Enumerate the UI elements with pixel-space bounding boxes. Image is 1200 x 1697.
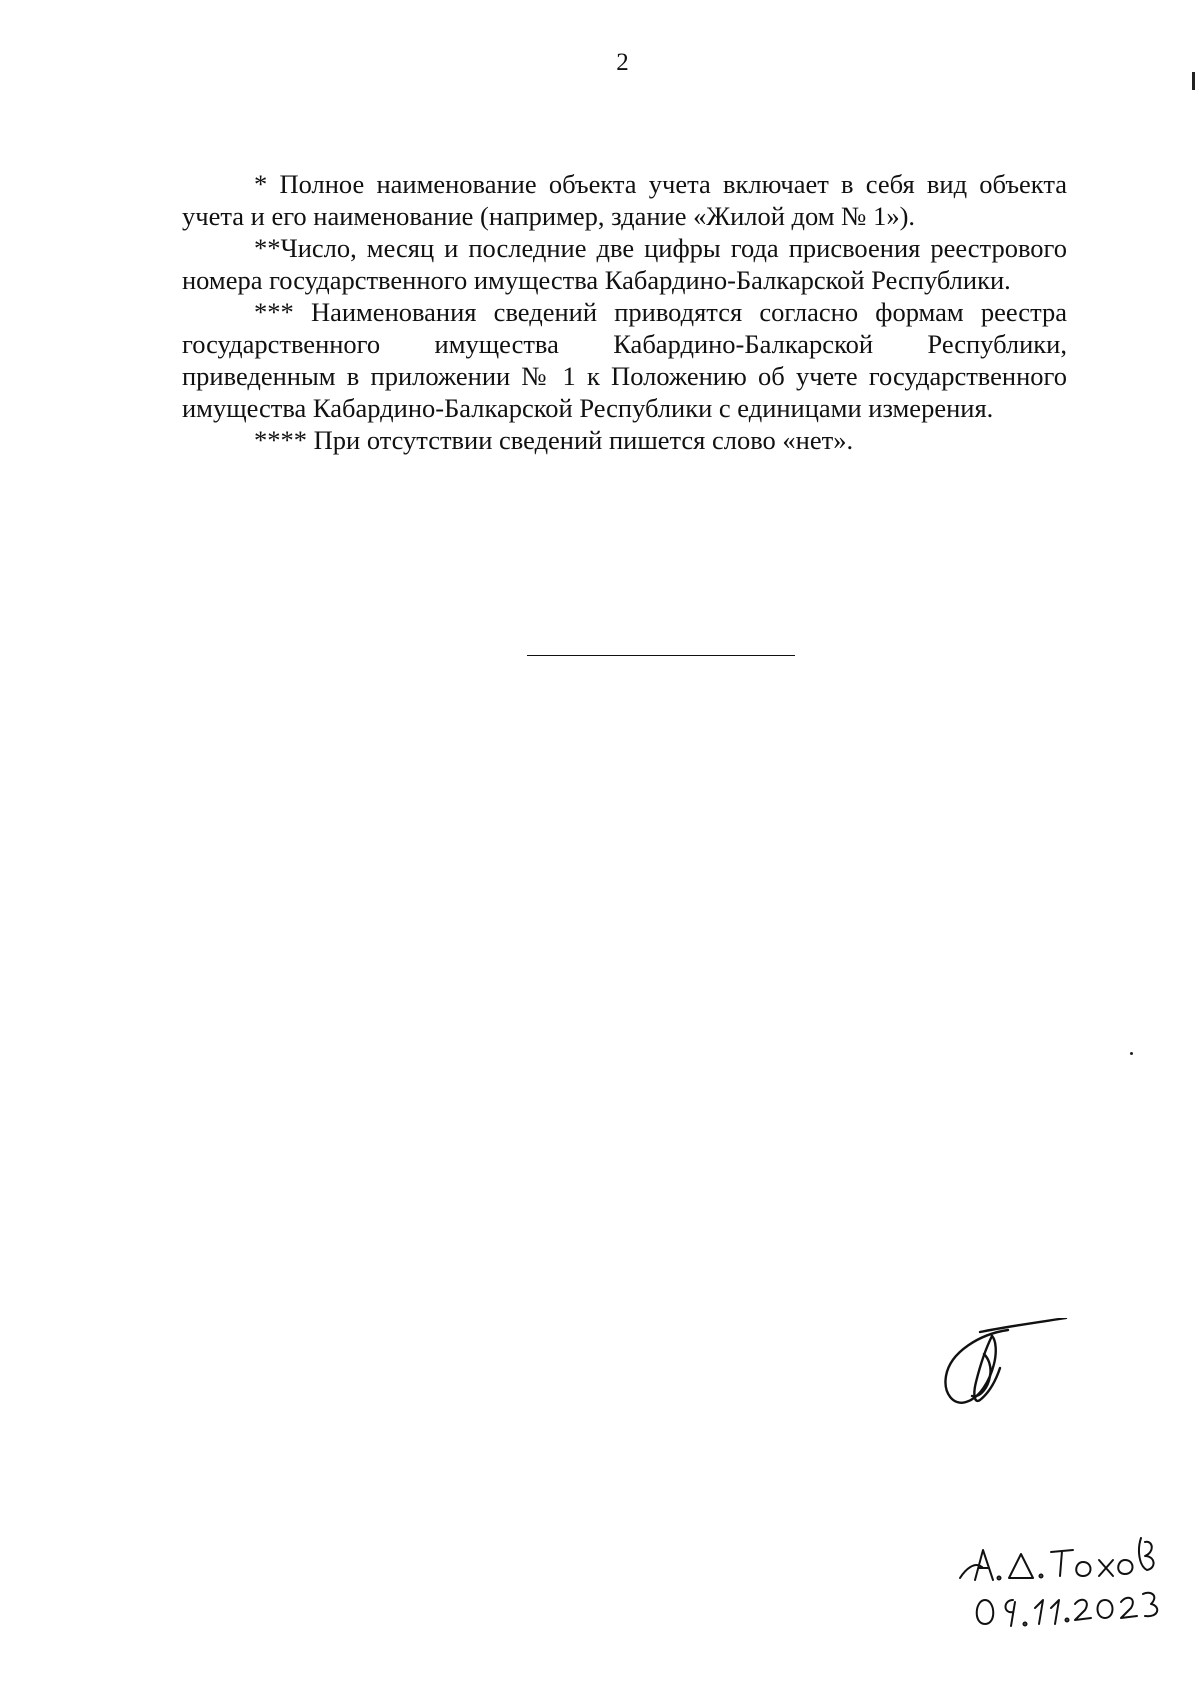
end-divider-line xyxy=(527,655,795,656)
footnote-4: **** При отсутствии сведений пишется слово «нет». xyxy=(254,425,854,455)
scan-dot xyxy=(1130,1052,1133,1055)
handwritten-name-date xyxy=(955,1520,1170,1635)
footnote-3: *** Наименования сведений приводятся согласно формам реестра государственного имущества Кабардино-Балкарской Республики, приведенным в приложении № 1 к Положению об учете государственного имущества Кабардино-Балкарской Республики с единицами измерения. xyxy=(182,297,1067,423)
signature xyxy=(940,1318,1080,1418)
footnote-1: * Полное наименование объекта учета включает в себя вид объекта учета и его наименование (например, здание «Жилой дом № 1»). xyxy=(182,169,1067,231)
scan-edge-mark xyxy=(1192,72,1195,90)
footnote-2: **Число, месяц и последние две цифры года присвоения реестрового номера государственного имущества Кабардино-Балкарской Республики. xyxy=(182,233,1067,295)
page-number: 2 xyxy=(616,49,629,76)
footnotes xyxy=(182,168,1067,456)
